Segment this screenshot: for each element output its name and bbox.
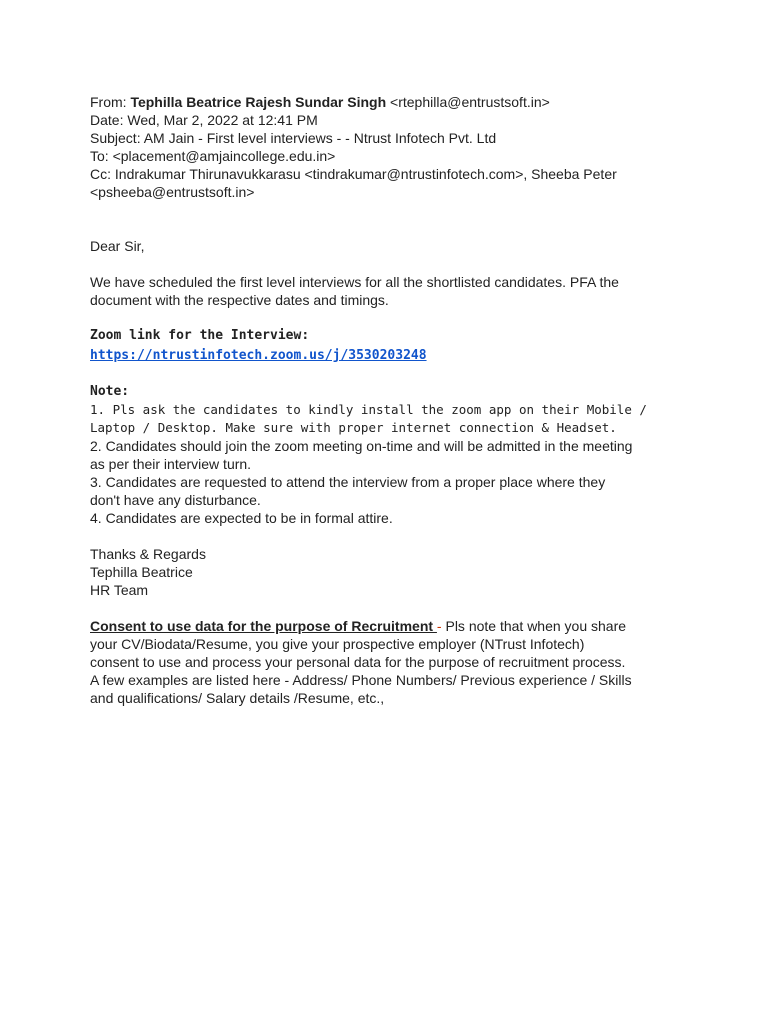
consent-text-start: Pls note that when you share <box>441 618 627 634</box>
date-line: Date: Wed, Mar 2, 2022 at 12:41 PM <box>90 112 318 128</box>
consent-line-5: and qualifications/ Salary details /Resume, etc., <box>90 690 385 706</box>
consent-title: Consent to use data for the purpose of Recruitment <box>90 618 437 634</box>
zoom-link-label: Zoom link for the Interview: <box>90 328 310 343</box>
sender-email: <rtephilla@entrustsoft.in> <box>390 94 550 110</box>
subject-line: Subject: AM Jain - First level interviews - - Ntrust Infotech Pvt. Ltd <box>90 130 497 146</box>
consent-line-4: A few examples are listed here - Address/ Phone Numbers/ Previous experience / Skills <box>90 672 632 688</box>
consent-line-3: consent to use and process your personal data for the purpose of recruitment process. <box>90 654 626 670</box>
cc-line-continued: <psheeba@entrustsoft.in> <box>90 184 255 200</box>
note-item-1-line-1: 1. Pls ask the candidates to kindly install the zoom app on their Mobile / <box>90 402 647 417</box>
signature-team: HR Team <box>90 582 149 598</box>
intro-paragraph-line-1: We have scheduled the first level interviews for all the shortlisted candidates. PFA the <box>90 274 619 290</box>
intro-paragraph-line-2: document with the respective dates and timings. <box>90 292 389 308</box>
greeting: Dear Sir, <box>90 238 145 254</box>
note-item-3-line-1: 3. Candidates are requested to attend the interview from a proper place where they <box>90 474 606 490</box>
note-item-1-line-2: Laptop / Desktop. Make sure with proper internet connection & Headset. <box>90 420 617 435</box>
consent-dash: - <box>436 618 442 634</box>
sender-name: Tephilla Beatrice Rajesh Sundar Singh <box>130 94 387 110</box>
zoom-meeting-link[interactable]: https://ntrustinfotech.zoom.us/j/3530203248 <box>90 348 427 363</box>
to-line: To: <placement@amjaincollege.edu.in> <box>90 148 336 164</box>
note-item-2-line-1: 2. Candidates should join the zoom meeting on-time and will be admitted in the meeting <box>90 438 633 454</box>
note-item-4: 4. Candidates are expected to be in formal attire. <box>90 510 393 526</box>
consent-line-2: your CV/Biodata/Resume, you give your prospective employer (NTrust Infotech) <box>90 636 585 652</box>
from-line <box>90 93 690 111</box>
note-item-2-line-2: as per their interview turn. <box>90 456 252 472</box>
note-label: Note: <box>90 384 130 399</box>
email-document <box>90 93 690 707</box>
note-item-3-line-2: don't have any disturbance. <box>90 492 261 508</box>
signature-name: Tephilla Beatrice <box>90 564 193 580</box>
signature-thanks: Thanks & Regards <box>90 546 206 562</box>
from-label: From: <box>90 94 127 110</box>
cc-line: Cc: Indrakumar Thirunavukkarasu <tindrakumar@ntrustinfotech.com>, Sheeba Peter <box>90 166 617 182</box>
consent-line-1 <box>90 617 690 635</box>
